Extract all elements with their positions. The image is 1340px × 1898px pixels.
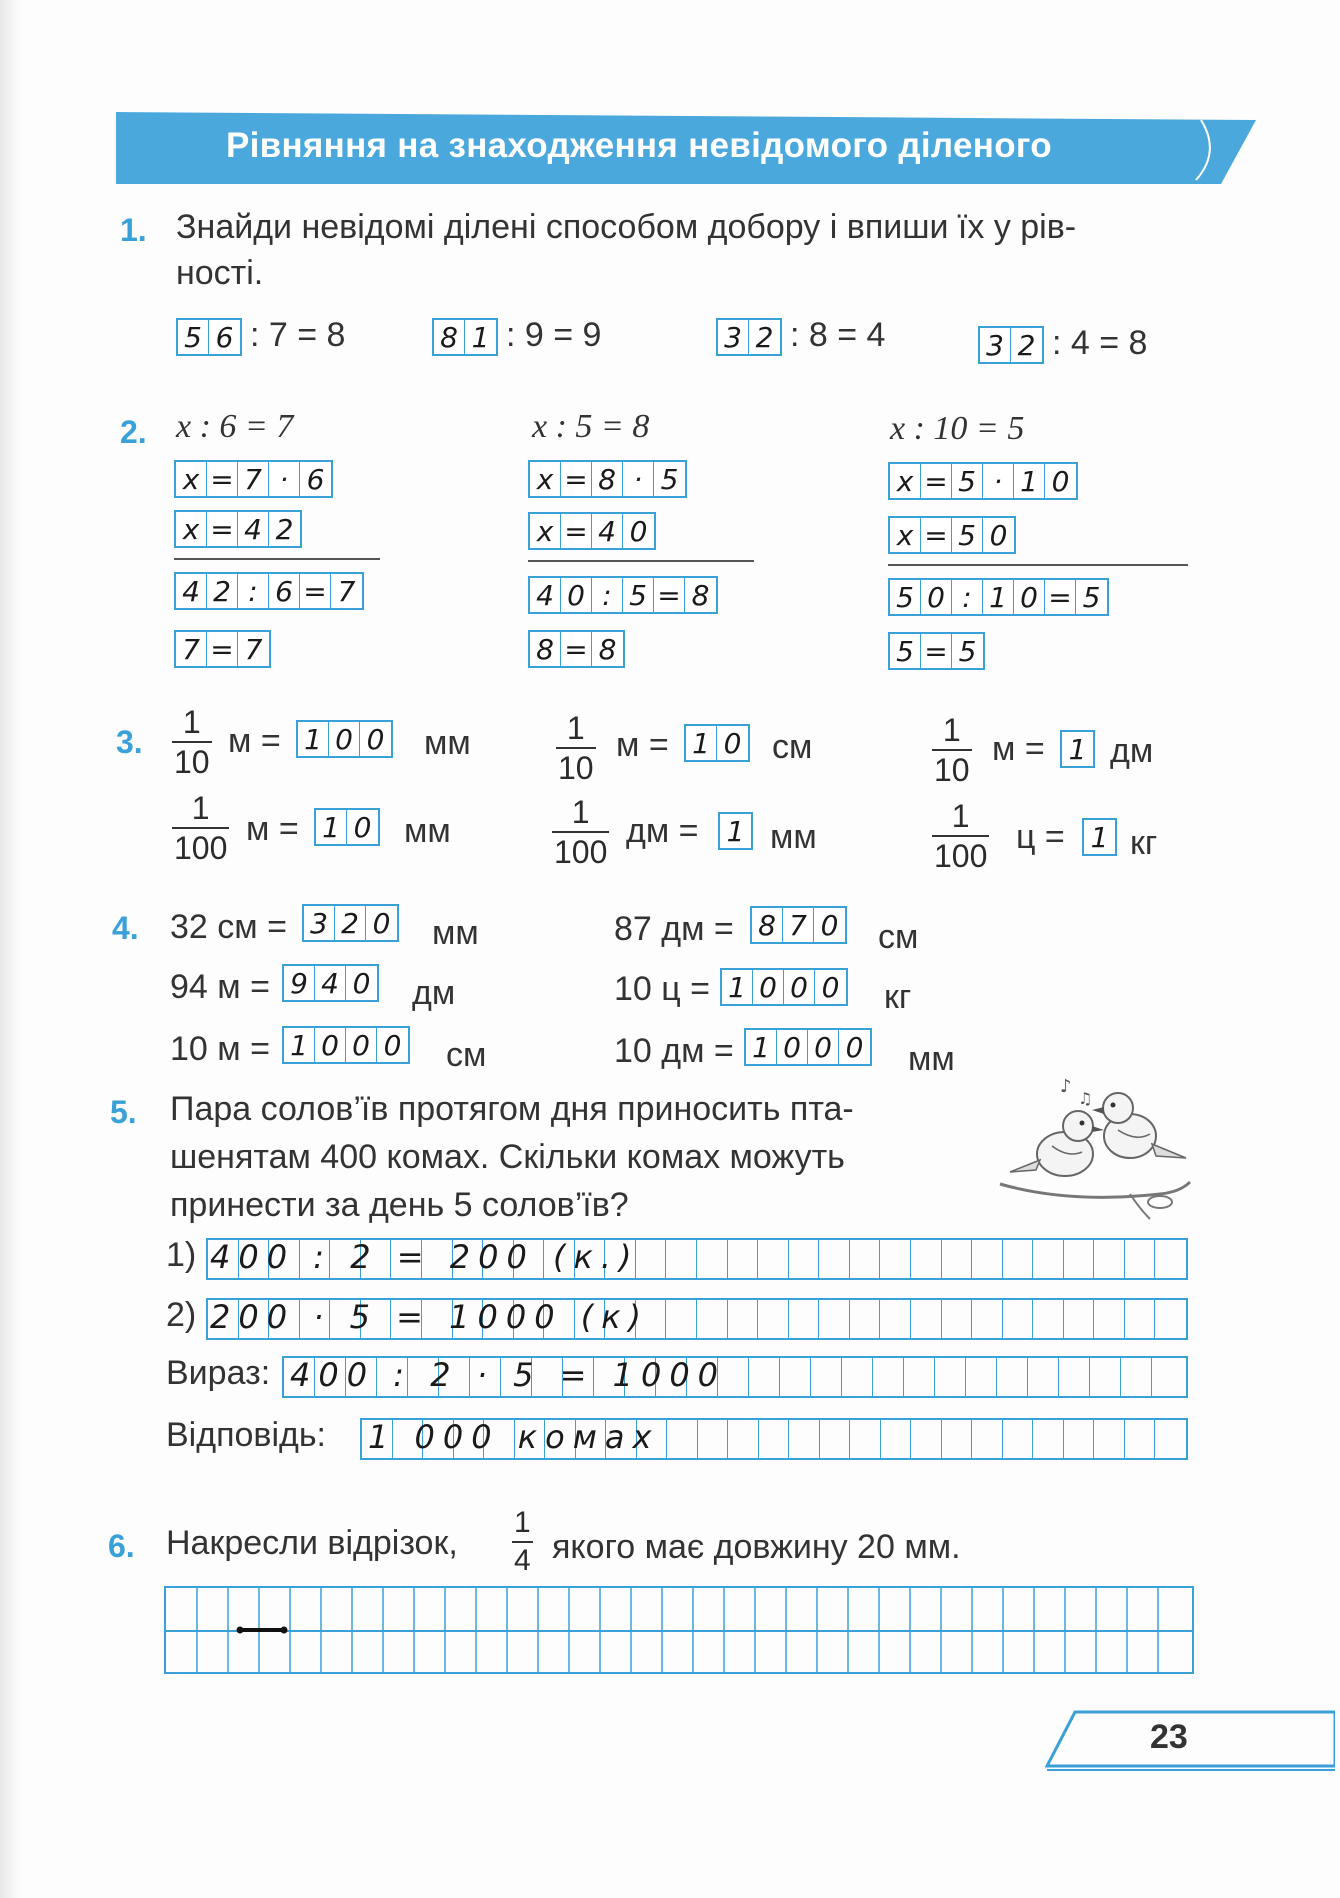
cell: =: [561, 632, 592, 666]
task2-col3-step1[interactable]: [888, 462, 1078, 500]
digit: 0: [372, 906, 391, 940]
task2-col1-step1[interactable]: [174, 460, 333, 498]
task2-col1-divider: [174, 558, 380, 560]
task2-col2-check1[interactable]: [528, 576, 718, 614]
task3-unit-r2c3: ц =: [1016, 818, 1065, 856]
cell: 4: [176, 574, 207, 608]
numerator: 1: [942, 712, 961, 748]
numerator: 1: [951, 798, 970, 834]
task6-text-after: якого має довжину 20 мм.: [552, 1528, 961, 1566]
cell: 0: [1051, 464, 1070, 498]
task4-answer-4[interactable]: [720, 968, 848, 1006]
task4-answer-5[interactable]: [282, 1026, 410, 1064]
task1-answer-box-4[interactable]: [978, 326, 1044, 364]
digit: 0: [366, 722, 385, 756]
cell: =: [921, 518, 952, 552]
cell: 0: [1014, 580, 1045, 614]
numerator: 1: [566, 710, 585, 746]
task3-fraction-r2c3: [932, 800, 989, 872]
task3-result-unit-r2c1: мм: [404, 812, 451, 850]
cell: =: [1045, 580, 1076, 614]
task3-number: 3.: [116, 724, 143, 760]
cell: 5: [660, 462, 679, 496]
task4-unit-6: мм: [908, 1040, 955, 1078]
task3-fraction-r2c1: [172, 792, 229, 864]
cell: 0: [629, 514, 648, 548]
cell: =: [207, 632, 238, 666]
task3-result-unit-r2c3: кг: [1130, 824, 1158, 862]
task1-text-line2: ності.: [176, 254, 264, 292]
digit: 8: [434, 320, 465, 354]
task4-left-5: 10 м =: [170, 1030, 270, 1068]
cell: =: [921, 464, 952, 498]
task3-answer-r1c1[interactable]: [296, 720, 393, 758]
digit: 0: [723, 726, 742, 760]
cell: 4: [530, 578, 561, 612]
task2-col1-check1[interactable]: [174, 572, 364, 610]
task2-col3-check2[interactable]: [888, 632, 985, 670]
task2-col1-step2[interactable]: [174, 510, 302, 548]
task2-number: 2.: [120, 414, 147, 450]
grid-lines: [166, 1588, 1192, 1672]
cell: =: [207, 462, 238, 496]
task4-left-2: 87 дм =: [614, 910, 734, 948]
digit: 8: [752, 908, 783, 942]
task3-fraction-r1c3: [932, 714, 972, 786]
denominator: 100: [934, 838, 988, 874]
task6-number: 6.: [108, 1528, 135, 1564]
page-number-tab: [1045, 1710, 1335, 1772]
denominator: 4: [514, 1544, 531, 1577]
cell: x: [890, 518, 921, 552]
numerator: 1: [514, 1506, 531, 1539]
task5-row2-label: 2): [166, 1296, 197, 1334]
cell: x: [176, 512, 207, 546]
task4-answer-3[interactable]: [282, 964, 379, 1002]
digit: 1: [471, 320, 490, 354]
task3-answer-r2c1[interactable]: [314, 808, 380, 846]
task1-equation-rest-4: : 4 = 8: [1052, 324, 1148, 362]
task4-left-4: 10 ц =: [614, 970, 711, 1008]
denominator: 10: [174, 744, 210, 780]
task6-fraction: [512, 1508, 533, 1576]
numerator: 1: [571, 794, 590, 830]
task3-answer-r2c2[interactable]: [718, 812, 753, 850]
cell: x: [530, 514, 561, 548]
cell: 4: [238, 512, 269, 546]
page-edge-shadow: [0, 0, 22, 1898]
task5-row1-handwriting: 400 : 2 = 200 (к.): [210, 1238, 640, 1276]
cell: 1: [983, 580, 1014, 614]
task1-answer-box-3[interactable]: [716, 318, 782, 356]
digit: 6: [215, 320, 234, 354]
digit: 1: [726, 814, 745, 848]
denominator: 100: [554, 834, 608, 870]
denominator: 10: [558, 750, 594, 786]
cell: 0: [561, 578, 592, 612]
digit: 9: [284, 966, 315, 1000]
cell: ·: [983, 464, 1014, 498]
task4-answer-2[interactable]: [750, 906, 847, 944]
task5-row4-label: Відповідь:: [166, 1416, 327, 1454]
cell: 7: [176, 632, 207, 666]
cell: 7: [238, 462, 269, 496]
digit: 4: [315, 966, 346, 1000]
digit: 2: [755, 320, 774, 354]
digit: 7: [783, 908, 814, 942]
digit: 1: [1068, 732, 1087, 766]
task3-unit-r1c3: м =: [992, 730, 1045, 768]
svg-text:♫: ♫: [1078, 1089, 1093, 1108]
cell: :: [238, 574, 269, 608]
cell: 2: [275, 512, 294, 546]
task4-left-3: 94 м =: [170, 968, 270, 1006]
task4-left-1: 32 см =: [170, 908, 287, 946]
task1-number: 1.: [120, 212, 147, 248]
digit: 3: [304, 906, 335, 940]
digit: 0: [346, 1028, 377, 1062]
digit: 2: [1017, 328, 1036, 362]
page-title: Рівняння на знаходження невідомого діленого: [226, 126, 1052, 165]
digit: 2: [335, 906, 366, 940]
task1-answer-box-1[interactable]: [176, 318, 242, 356]
header-banner: [116, 112, 1256, 188]
cell: 8: [530, 632, 561, 666]
svg-text:♪: ♪: [1060, 1076, 1072, 1097]
digit: 0: [808, 1030, 839, 1064]
denominator: 10: [934, 752, 970, 788]
digit: 0: [753, 970, 784, 1004]
digit: 0: [821, 970, 840, 1004]
cell: 5: [958, 634, 977, 668]
digit: 0: [329, 722, 360, 756]
task5-row3-handwriting: 400 : 2 · 5 = 1000: [290, 1356, 727, 1394]
task1-equation-rest-1: : 7 = 8: [250, 316, 346, 354]
cell: 0: [989, 518, 1008, 552]
task3-result-unit-r1c2: см: [772, 728, 813, 766]
task3-result-unit-r1c1: мм: [424, 724, 471, 762]
digit: 1: [722, 970, 753, 1004]
cell: 5: [952, 518, 983, 552]
birds-illustration: [990, 1074, 1200, 1224]
task2-col2-divider: [528, 560, 754, 562]
cell: 0: [921, 580, 952, 614]
task2-equation-3: x : 10 = 5: [890, 410, 1025, 447]
cell: 5: [890, 634, 921, 668]
task5-text-line3: принести за день 5 солов’їв?: [170, 1186, 629, 1224]
task4-answer-6[interactable]: [744, 1028, 872, 1066]
task2-equation-2: x : 5 = 8: [532, 408, 650, 445]
task4-left-6: 10 дм =: [614, 1032, 734, 1070]
digit: 0: [845, 1030, 864, 1064]
denominator: 100: [174, 830, 228, 866]
task4-number: 4.: [112, 910, 139, 946]
task3-unit-r2c2: дм =: [626, 812, 699, 850]
task3-answer-r1c2[interactable]: [684, 724, 750, 762]
task4-answer-1[interactable]: [302, 904, 399, 942]
cell: 5: [1082, 580, 1101, 614]
digit: 5: [178, 320, 209, 354]
task3-fraction-r2c2: [552, 796, 609, 868]
cell: x: [530, 462, 561, 496]
cell: 4: [592, 514, 623, 548]
digit: 1: [284, 1028, 315, 1062]
cell: 8: [598, 632, 617, 666]
digit: 1: [316, 810, 347, 844]
task2-col2-step2[interactable]: [528, 512, 656, 550]
task2-col3-step2[interactable]: [888, 516, 1016, 554]
cell: =: [561, 462, 592, 496]
cell: x: [890, 464, 921, 498]
task3-result-unit-r1c3: дм: [1110, 732, 1154, 770]
task1-equation-rest-2: : 9 = 9: [506, 316, 602, 354]
cell: =: [300, 574, 331, 608]
digit: 1: [298, 722, 329, 756]
cell: 2: [207, 574, 238, 608]
task2-col1-check2[interactable]: [174, 630, 271, 668]
cell: =: [207, 512, 238, 546]
task5-row4-handwriting: 1 000 комах: [368, 1418, 660, 1456]
cell: 7: [244, 632, 263, 666]
page-number: 23: [1150, 1718, 1188, 1756]
task1-text-line1: Знайди невідомі ділені способом добору і впиши їх у рів-: [176, 208, 1077, 246]
task3-fraction-r1c2: [556, 712, 596, 784]
digit: 1: [1090, 820, 1109, 854]
task5-row1-label: 1): [166, 1236, 197, 1274]
task1-equation-rest-3: : 8 = 4: [790, 316, 886, 354]
digit: 3: [980, 328, 1011, 362]
task2-col2-step1[interactable]: [528, 460, 687, 498]
cell: =: [654, 578, 685, 612]
task6-drawing-grid[interactable]: [164, 1586, 1194, 1674]
task3-answer-r1c3[interactable]: [1060, 730, 1095, 768]
digit: 1: [746, 1030, 777, 1064]
task6-text-before: Накресли відрізок,: [166, 1524, 458, 1562]
task5-row2-handwriting: 200 · 5 = 1000 (к): [210, 1298, 650, 1336]
digit: 3: [718, 320, 749, 354]
digit: 0: [315, 1028, 346, 1062]
cell: 8: [592, 462, 623, 496]
cell: 1: [1014, 464, 1045, 498]
cell: =: [921, 634, 952, 668]
task3-fraction-r1c1: [172, 706, 212, 778]
task3-unit-r2c1: м =: [246, 810, 299, 848]
task5-row3-label: Вираз:: [166, 1354, 271, 1392]
digit: 0: [777, 1030, 808, 1064]
cell: 8: [691, 578, 710, 612]
task3-result-unit-r2c2: мм: [770, 818, 817, 856]
task3-unit-r1c2: м =: [616, 726, 669, 764]
task3-answer-r2c3[interactable]: [1082, 818, 1117, 856]
digit: 0: [352, 966, 371, 1000]
digit: 0: [784, 970, 815, 1004]
task4-unit-4: кг: [884, 978, 912, 1016]
cell: =: [561, 514, 592, 548]
task4-unit-1: мм: [432, 914, 479, 952]
task5-number: 5.: [110, 1094, 137, 1130]
digit: 1: [686, 726, 717, 760]
task2-equation-1: x : 6 = 7: [176, 408, 294, 445]
numerator: 1: [182, 704, 201, 740]
task2-col2-check2[interactable]: [528, 630, 625, 668]
numerator: 1: [191, 790, 210, 826]
cell: 5: [623, 578, 654, 612]
cell: x: [176, 462, 207, 496]
task3-unit-r1c1: м =: [228, 722, 281, 760]
cell: ·: [269, 462, 300, 496]
cell: 5: [890, 580, 921, 614]
digit: 0: [820, 908, 839, 942]
task5-text-line1: Пара солов’їв протягом дня приносить пта-: [170, 1090, 854, 1128]
task1-answer-box-2[interactable]: [432, 318, 498, 356]
cell: 6: [306, 462, 325, 496]
digit: 0: [383, 1028, 402, 1062]
task2-col3-divider: [888, 564, 1188, 566]
task5-text-line2: шенятам 400 комах. Скільки комах можуть: [170, 1138, 845, 1176]
task4-unit-3: дм: [412, 974, 456, 1012]
task4-unit-5: см: [446, 1036, 487, 1074]
digit: 0: [353, 810, 372, 844]
task4-unit-2: см: [878, 918, 919, 956]
cell: :: [952, 580, 983, 614]
cell: 5: [952, 464, 983, 498]
cell: ·: [623, 462, 654, 496]
cell: 7: [337, 574, 356, 608]
task2-col3-check1[interactable]: [888, 578, 1109, 616]
cell: 6: [269, 574, 300, 608]
cell: :: [592, 578, 623, 612]
